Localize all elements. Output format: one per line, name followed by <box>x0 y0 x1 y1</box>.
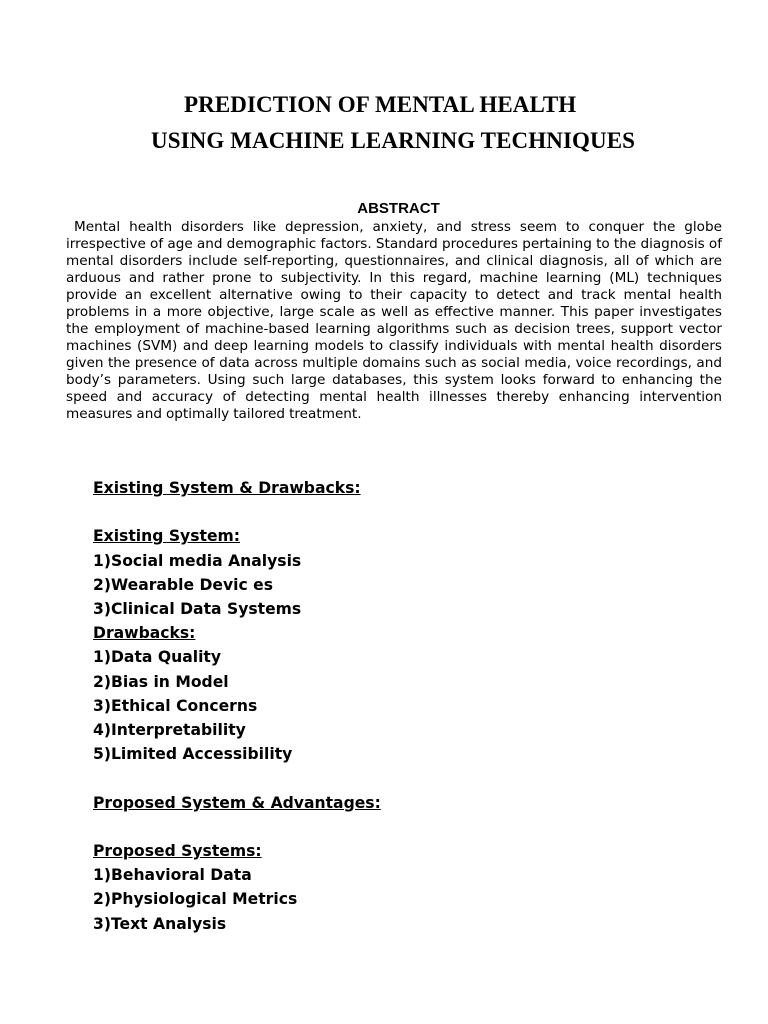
list-item: 2)Physiological Metrics <box>93 890 298 909</box>
list-item: 1)Data Quality <box>93 648 222 667</box>
list-item: 1)Behavioral Data <box>93 866 252 885</box>
outline-list <box>93 476 381 936</box>
list-item: 2)Wearable Devic es <box>93 575 274 594</box>
spacer <box>93 500 381 524</box>
spacer <box>93 815 381 839</box>
spacer <box>93 766 381 790</box>
abstract-heading: ABSTRACT <box>357 200 440 217</box>
existing-system-drawbacks-heading: Existing System & Drawbacks: <box>93 479 361 497</box>
list-item: 4)Interpretability <box>93 721 246 740</box>
proposed-system-advantages-heading: Proposed System & Advantages: <box>93 793 381 812</box>
list-item: 3)Text Analysis <box>93 914 227 933</box>
list-item: 3)Ethical Concerns <box>93 696 258 715</box>
proposed-systems-heading: Proposed Systems: <box>93 842 262 860</box>
drawbacks-heading: Drawbacks: <box>93 624 196 643</box>
list-item: 2)Bias in Model <box>93 672 229 691</box>
title-line-1: PREDICTION OF MENTAL HEALTH <box>184 92 577 117</box>
list-item: 1)Social media Analysis <box>93 551 302 570</box>
list-item: 3)Clinical Data Systems <box>93 600 302 618</box>
abstract-body: Mental health disorders like depression, anxiety, and stress seem to conquer the globe irrespective of age and demographic factors. Standard procedures pertaining to the diagnosis of mental disorders include self-reporting, questionnaires, and clinical diagnosis, all of which are arduous and rather prone to subjectivity. In this regard, machine learning (ML) techniques provide an excellent alternative owing to their capacity to detect and track mental health problems in a more objective, large scale as well as effective manner. This paper investigates the employment of machine-based learning algorithms such as decision trees, support vector machines (SVM) and deep learning models to classify individuals with mental health disorders given the presence of data across multiple domains such as social media, voice recordings, and body’s parameters. Using such large databases, this system looks forward to enhancing the speed and accuracy of detecting mental health illnesses thereby enhancing intervention measures and optimally tailored treatment. <box>66 219 722 422</box>
existing-system-heading: Existing System: <box>93 527 241 546</box>
list-item: 5)Limited Accessibility <box>93 745 293 764</box>
title-line-2: USING MACHINE LEARNING TECHNIQUES <box>151 128 636 153</box>
